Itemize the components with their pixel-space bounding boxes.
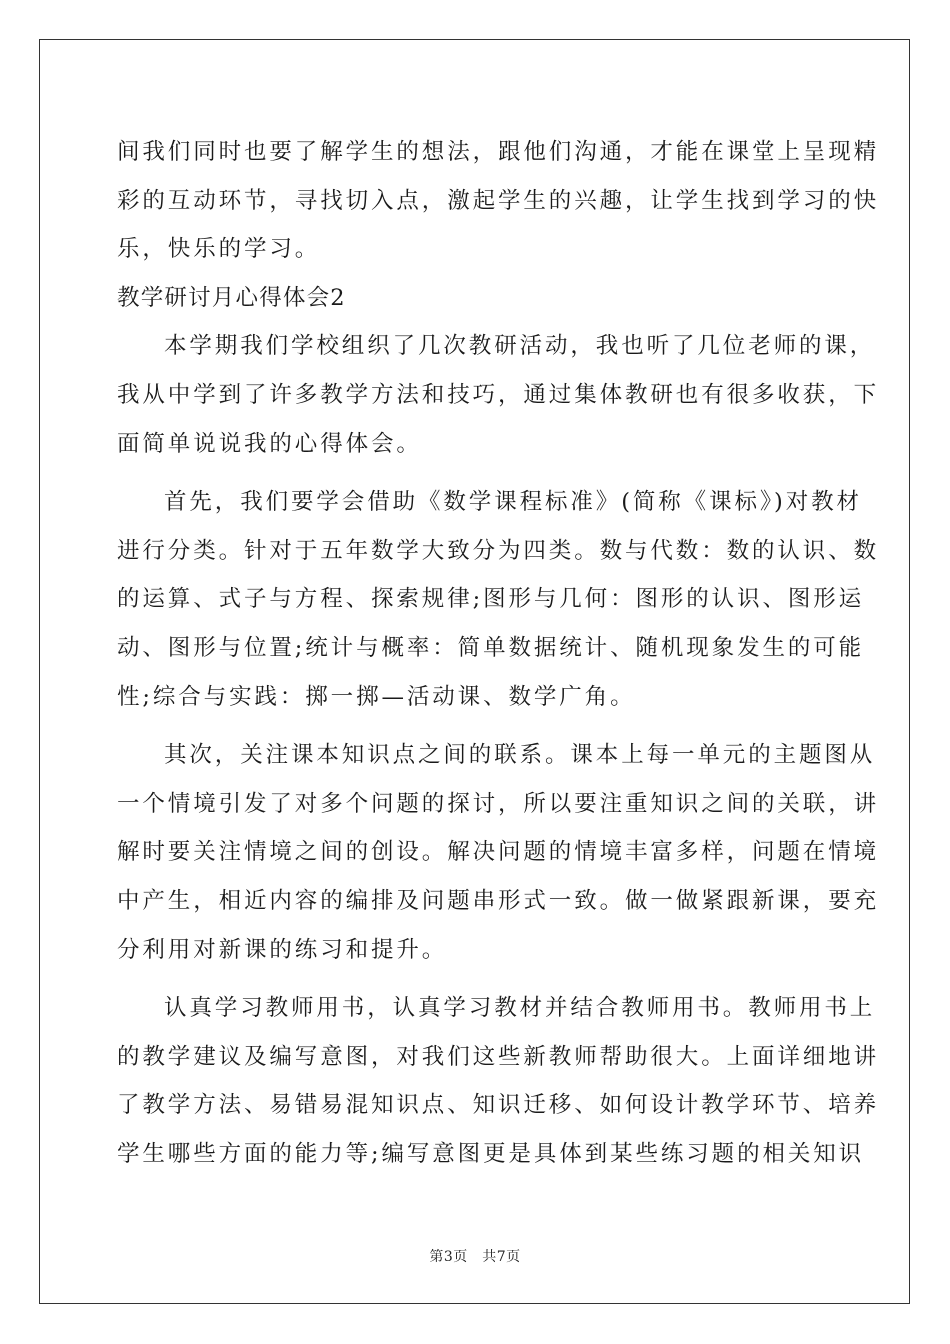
text-line: 面简单说说我的心得体会。 (117, 430, 422, 457)
text-line: 我从中学到了许多教学方法和技巧，通过集体教研也有很多收获，下 (117, 381, 880, 408)
text-line: 本学期我们学校组织了几次教研活动，我也听了几位老师的课， (164, 333, 876, 360)
text-line: 学生哪些方面的能力等;编写意图更是具体到某些练习题的相关知识 (117, 1140, 865, 1167)
paragraph-third (117, 984, 880, 1178)
text-line: 乐，快乐的学习。 (117, 236, 321, 263)
text-line: 中产生，相近内容的编排及问题串形式一致。做一做紧跟新课，要充 (117, 887, 880, 914)
paragraph-second (117, 731, 880, 974)
text-line: 性;综合与实践：掷一掷—活动课、数学广角。 (117, 683, 636, 710)
text-line: 分利用对新课的练习和提升。 (117, 936, 448, 963)
text-line: 解时要关注情境之间的创设。解决问题的情境丰富多样，问题在情境 (117, 839, 880, 866)
section-title: 教学研讨月心得体会2 (117, 284, 346, 311)
page-number: 第3页 共7页 (429, 1249, 521, 1265)
text-line: 其次，关注课本知识点之间的联系。课本上每一单元的主题图从 (164, 742, 876, 769)
text-line: 彩的互动环节，寻找切入点，激起学生的兴趣，让学生找到学习的快 (117, 187, 880, 214)
text-line: 的运算、式子与方程、探索规律;图形与几何：图形的认识、图形运 (117, 586, 865, 613)
paragraph-intro (117, 322, 880, 468)
text-line: 首先，我们要学会借助《数学课程标准》(简称《课标》)对教材 (164, 489, 862, 516)
paragraph-first (117, 478, 880, 721)
text-line: 认真学习教师用书，认真学习教材并结合教师用书。教师用书上 (164, 995, 876, 1022)
document-body (117, 128, 880, 1178)
text-line: 间我们同时也要了解学生的想法，跟他们沟通，才能在课堂上呈现精 (117, 139, 880, 165)
paragraph-continued (117, 128, 880, 274)
text-line: 进行分类。针对于五年数学大致分为四类。数与代数：数的认识、数 (117, 537, 880, 564)
text-line: 的教学建议及编写意图，对我们这些新教师帮助很大。上面详细地讲 (117, 1043, 880, 1070)
text-line: 一个情境引发了对多个问题的探讨，所以要注重知识之间的关联，讲 (117, 790, 880, 817)
text-line: 了教学方法、易错易混知识点、知识迁移、如何设计教学环节、培养 (117, 1092, 880, 1119)
text-line: 动、图形与位置;统计与概率：简单数据统计、随机现象发生的可能 (117, 634, 865, 661)
